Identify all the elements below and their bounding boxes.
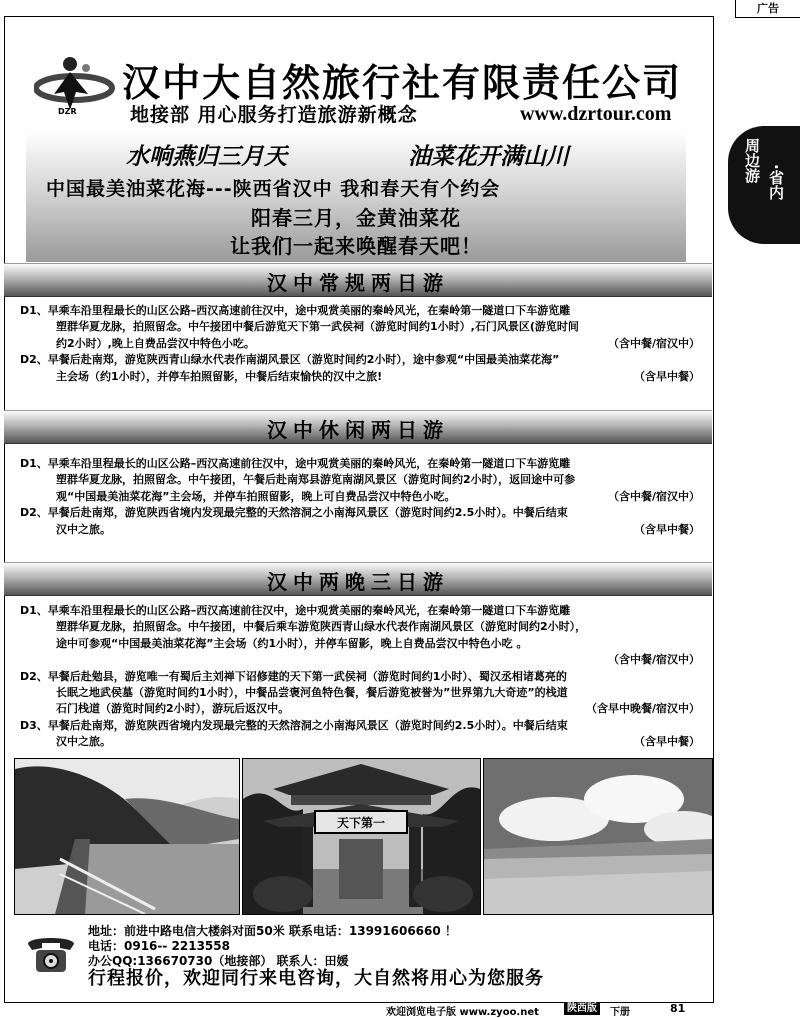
meal-note: （含中餐/宿汉中） [607,489,700,503]
itinerary-line: 塑群华夏龙脉，拍照留念。中午接团，中餐后乘车游览陕西青山绿水代表作南湖风景区（游览时间约2小时）， [56,620,587,634]
itinerary-line: 约2小时）,晚上自费品尝汉中特色小吃。 [56,336,255,350]
gate-sign-text: 天下第一 [336,816,386,830]
tour-itinerary-2 [20,456,710,538]
promo-banner [26,130,686,262]
contact-footer [24,918,704,996]
itinerary-line: 汉中之旅。 [56,735,111,749]
bottom-prefix: 欢迎浏览电子版 www.zyoo.net [386,1007,539,1018]
itinerary-line: D1、早乘车沿里程最长的山区公路–西汉高速前往汉中，途中观赏美丽的秦岭风光，在秦岭第一隧道口下车游览雕 [20,304,571,317]
meal-note: （含早中晚餐/宿汉中） [585,702,700,716]
banner-line-3: 让我们一起来唤醒春天吧！ [230,234,482,258]
tour-itinerary-1 [20,303,710,385]
volume-label: 下册 [610,1007,630,1018]
itinerary-line-row [20,522,710,538]
company-logo [34,54,116,116]
itinerary-line: 观“中国最美油菜花海”主会场，并停车拍照留影，晚上可自费品尝汉中特色小吃。 [56,489,456,503]
qq-contact-line: 办公QQ:136670730（地接部） 联系人：田媛 [88,954,349,968]
side-tab-line2: ·省内 [767,164,785,200]
tour-day [20,352,710,385]
tour-day [20,505,710,538]
tour-itinerary-3 [20,603,710,751]
ad-corner-tag: 广告 [735,0,800,18]
tour-day [20,603,710,669]
itinerary-line-row [20,701,710,717]
banner-line-2: 阳春三月，金黄油菜花 [251,206,461,230]
banner-line-1: 中国最美油菜花海---陕西省汉中 我和春天有个约会 [46,178,501,200]
itinerary-line-row [20,336,710,352]
side-category-tab [728,126,800,244]
itinerary-line: 汉中之旅。 [56,522,111,536]
itinerary-line-row [20,369,710,385]
itinerary-line: D2、早餐后赴南郑，游览陕西省境内发现最完整的天然溶洞之小南海风景区（游览时间约2.5小时）。中餐后结束 [20,506,568,520]
company-slogan: 地接部 用心服务打造旅游新概念 [130,104,418,126]
meal-note: （含早中餐） [634,522,700,536]
photo-rapeseed-field [483,758,713,915]
itinerary-line: 长眠之地武侯墓（游览时间约1小时），中餐品尝褒河鱼特色餐，餐后游览被誉为”世界第九大奇迹”的栈道 [56,686,568,700]
tour-title: 汉中常规两日游 [267,271,449,295]
tour-title-bar-2 [4,410,712,444]
itinerary-line: 途中可参观“中国最美油菜花海”主会场（约1小时），并停车留影，晚上自费品尝汉中特色小吃 。 [56,636,528,650]
phone-line: 电话：0916-- 2213558 [88,939,230,953]
photo-lake-cliff [14,758,240,915]
meal-note: （含中餐/宿汉中） [607,653,700,667]
tour-day [20,303,710,352]
itinerary-line: 石门栈道（游览时间约2小时），游玩后返汉中。 [56,702,290,716]
itinerary-line: D2、早餐后赴南郑，游览陕西青山绿水代表作南湖风景区（游览时间约2小时），途中参观“中国最美油菜花海” [20,353,560,367]
tour-day [20,718,710,751]
tour-title: 汉中休闲两日游 [267,418,449,442]
itinerary-line: D1、早乘车沿里程最长的山区公路–西汉高速前往汉中，途中观赏美丽的秦岭风光，在秦岭第一隧道口下车游览雕 [20,457,571,470]
banner-headline-left: 水响燕归三月天 [126,144,287,170]
company-name: 汉中大自然旅行社有限责任公司 [122,61,683,105]
tour-title-bar-1 [4,263,712,297]
meal-note: （含早中餐） [634,735,700,749]
itinerary-line: 塑群华夏龙脉，拍照留念。中午接团中餐后游览天下第一武侯祠（游览时间约1小时）,石门风景区(游览时间 [56,320,579,334]
tour-day [20,669,710,718]
logo-text: DZR [58,107,77,116]
photo-temple-gate [242,758,481,915]
itinerary-line-row [20,734,710,750]
meal-note: （含中餐/宿汉中） [607,336,700,350]
side-tab-line1: 周边游 [743,138,761,183]
website-link[interactable]: www.dzrtour.com [520,103,672,125]
page-number: 81 [670,1002,686,1015]
itinerary-line: 主会场（约1小时），并停车拍照留影，中餐后结束愉快的汉中之旅! [56,369,383,383]
itinerary-line: 塑群华夏龙脉，拍照留念。中午接团，午餐后赴南郑县游览南湖风景区（游览时间约2小时），返回途中可参 [56,473,576,487]
closing-statement: 行程报价，欢迎同行来电咨询，大自然将用心为您服务 [88,968,544,989]
address-line: 地址：前进中路电信大楼斜对面50米 联系电话：13991606660 ！ [88,924,457,938]
tour-title-bar-3 [4,562,712,596]
itinerary-line: D3、早餐后赴南郑，游览陕西省境内发现最完整的天然溶洞之小南海风景区（游览时间约2.5小时）。中餐后结束 [20,718,568,732]
tour-day [20,456,710,505]
edition-badge: 陕西版 [564,1002,600,1015]
telephone-icon [24,930,78,976]
itinerary-line: D2、早餐后赴勉县，游览唯一有蜀后主刘禅下诏修建的天下第一武侯祠（游览时间约1小时）、蜀汉丞相诸葛亮的 [20,669,567,683]
page-bottom-strip [386,1002,706,1016]
itinerary-line-row [20,489,710,505]
itinerary-line: D1、早乘车沿里程最长的山区公路–西汉高速前往汉中，途中观赏美丽的秦岭风光，在秦岭第一隧道口下车游览雕 [20,604,571,617]
meal-note: （含早中餐） [634,369,700,383]
tour-title: 汉中两晚三日游 [267,570,449,594]
banner-headline-right: 油菜花开满山川 [408,144,569,170]
